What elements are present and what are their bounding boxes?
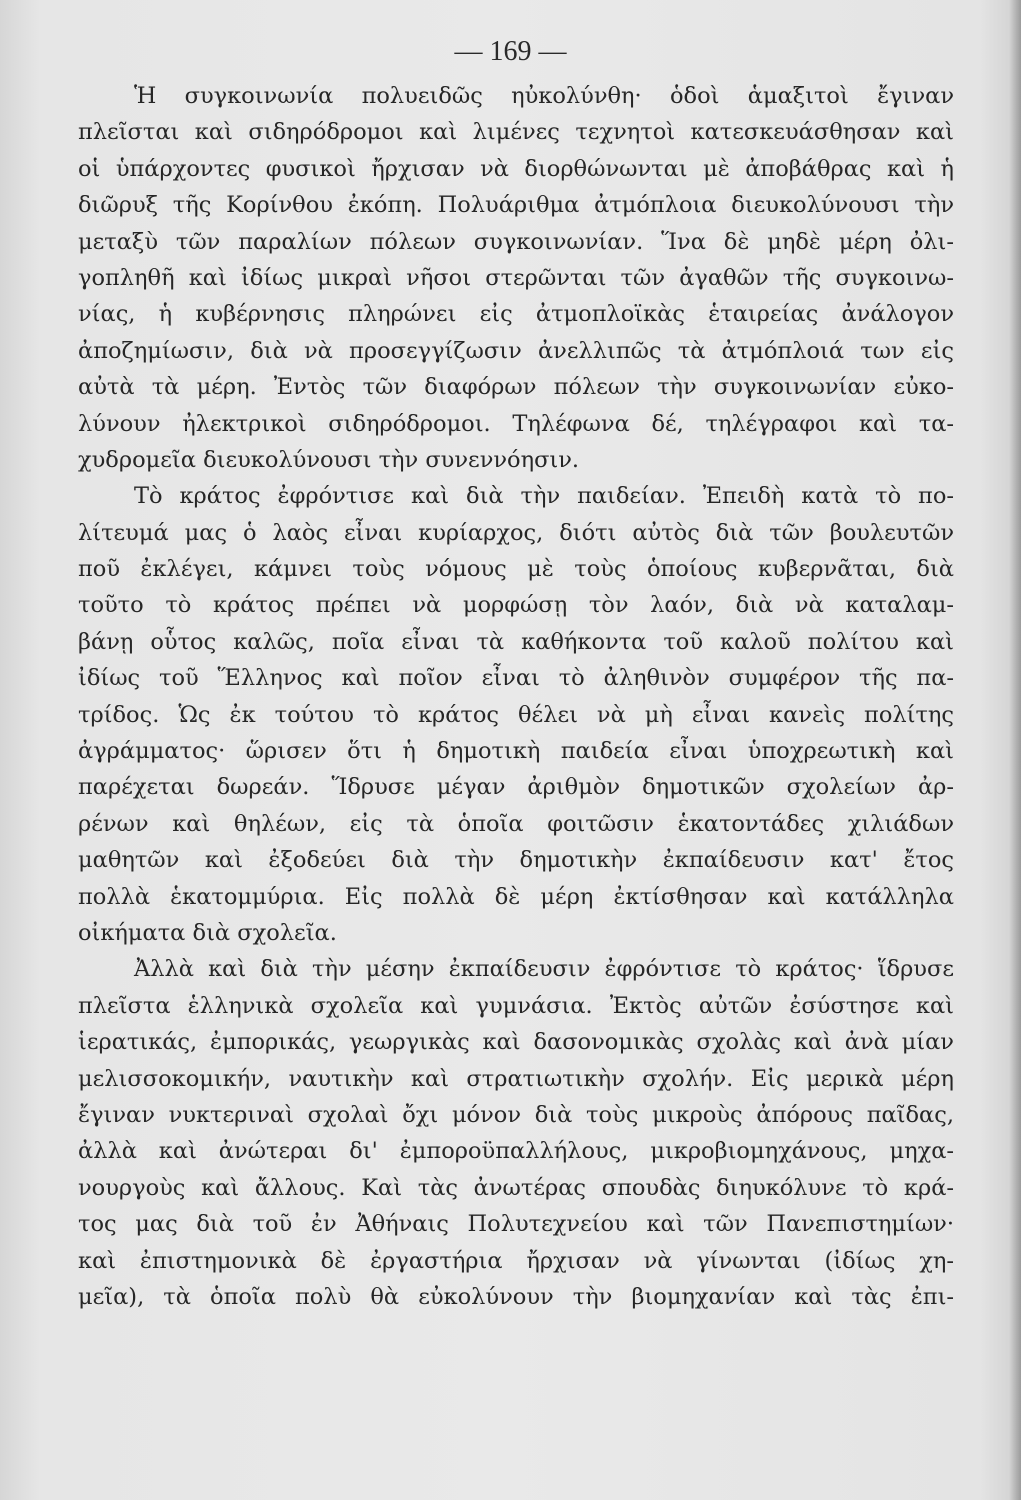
page-edge-shadow: [1009, 0, 1021, 1500]
text-line: παρέχεται δωρεάν. Ἵδρυσε μέγαν ἀριθμὸν δημοτικῶν σχολείων ἀρ-: [78, 774, 954, 801]
text-line: ποῦ ἐκλέγει, κάμνει τοὺς νόμους μὲ τοὺς ὁποίους κυβερνᾶται, διὰ: [78, 556, 954, 583]
text-line: οἱ ὑπάρχοντες φυσικοὶ ἤρχισαν νὰ διορθώνωνται μὲ ἀποβάθρας καὶ ἡ: [78, 155, 954, 182]
text-line: βάνῃ οὗτος καλῶς, ποῖα εἶναι τὰ καθήκοντα τοῦ καλοῦ πολίτου καὶ: [78, 628, 954, 655]
text-line: Τὸ κράτος ἐφρόντισε καὶ διὰ τὴν παιδείαν. Ἐπειδὴ κατὰ τὸ πο-: [134, 483, 954, 510]
text-line: ἔγιναν νυκτεριναὶ σχολαὶ ὄχι μόνον διὰ τοὺς μικροὺς ἀπόρους παῖδας,: [78, 1101, 954, 1128]
text-line: γοπληθῆ καὶ ἰδίως μικραὶ νῆσοι στερῶνται τῶν ἀγαθῶν τῆς συγκοινω-: [78, 264, 954, 291]
text-line: ἀποζημίωσιν, διὰ νὰ προσεγγίζωσιν ἀνελλιπῶς τὰ ἀτμόπλοιά των εἰς: [78, 337, 954, 364]
text-line: πολλὰ ἑκατομμύρια. Εἰς πολλὰ δὲ μέρη ἐκτίσθησαν καὶ κατάλληλα: [78, 883, 954, 910]
text-line: ρένων καὶ θηλέων, εἰς τὰ ὁποῖα φοιτῶσιν ἑκατοντάδες χιλιάδων: [78, 810, 954, 837]
text-line: λύνουν ἠλεκτρικοὶ σιδηρόδρομοι. Τηλέφωνα δέ, τηλέγραφοι καὶ τα-: [78, 410, 954, 437]
text-line: ἀγράμματος· ὥρισεν ὅτι ἡ δημοτικὴ παιδεία εἶναι ὑποχρεωτικὴ καὶ: [78, 738, 954, 765]
text-line: Ἀλλὰ καὶ διὰ τὴν μέσην ἐκπαίδευσιν ἐφρόντισε τὸ κράτος· ἵδρυσε: [134, 956, 954, 983]
text-line: τοῦτο τὸ κράτος πρέπει νὰ μορφώσῃ τὸν λαόν, διὰ νὰ καταλαμ-: [78, 592, 954, 619]
page-number: — 169 —: [454, 36, 567, 67]
text-line: χυδρομεῖα διευκολύνουσι τὴν συνεννόησιν.: [78, 446, 580, 473]
text-line: μεῖα), τὰ ὁποῖα πολὺ θὰ εὐκολύνουν τὴν βιομηχανίαν καὶ τὰς ἐπι-: [78, 1283, 954, 1310]
text-line: νίας, ἡ κυβέρνησις πληρώνει εἰς ἀτμοπλοϊκὰς ἑταιρείας ἀνάλογον: [78, 301, 954, 328]
text-line: ἰδίως τοῦ Ἕλληνος καὶ ποῖον εἶναι τὸ ἀληθινὸν συμφέρον τῆς πα-: [78, 665, 954, 692]
text-line: τρίδος. Ὡς ἐκ τούτου τὸ κράτος θέλει νὰ μὴ εἶναι κανεὶς πολίτης: [78, 701, 954, 728]
text-line: μεταξὺ τῶν παραλίων πόλεων συγκοινωνίαν. Ἵνα δὲ μηδὲ μέρη ὀλι-: [78, 228, 954, 255]
text-line: καὶ ἐπιστημονικὰ δὲ ἐργαστήρια ἤρχισαν νὰ γίνωνται (ἰδίως χη-: [78, 1247, 954, 1274]
text-line: αὐτὰ τὰ μέρη. Ἐντὸς τῶν διαφόρων πόλεων τὴν συγκοινωνίαν εὐκο-: [78, 374, 954, 401]
body-text: [78, 78, 954, 1315]
text-line: λίτευμά μας ὁ λαὸς εἶναι κυρίαρχος, διότι αὐτὸς διὰ τῶν βουλευτῶν: [78, 519, 954, 546]
text-line: πλεῖσται καὶ σιδηρόδρομοι καὶ λιμένες τεχνητοὶ κατεσκευάσθησαν καὶ: [78, 119, 954, 146]
text-line: διῶρυξ τῆς Κορίνθου ἐκόπη. Πολυάριθμα ἀτμόπλοια διευκολύνουσι τὴν: [78, 192, 954, 219]
text-line: νουργοὺς καὶ ἄλλους. Καὶ τὰς ἀνωτέρας σπουδὰς διηυκόλυνε τὸ κρά-: [78, 1174, 954, 1201]
text-line: μαθητῶν καὶ ἐξοδεύει διὰ τὴν δημοτικὴν ἐκπαίδευσιν κατ' ἔτος: [78, 847, 954, 874]
text-line: οἰκήματα διὰ σχολεῖα.: [78, 919, 337, 946]
text-line: Ἡ συγκοινωνία πολυειδῶς ηὐκολύνθη· ὁδοὶ ἁμαξιτοὶ ἔγιναν: [134, 83, 954, 109]
text-line: τος μας διὰ τοῦ ἐν Ἀθήναις Πολυτεχνείου καὶ τῶν Πανεπιστημίων·: [78, 1211, 954, 1238]
text-line: μελισσοκομικήν, ναυτικὴν καὶ στρατιωτικὴν σχολήν. Εἰς μερικὰ μέρη: [78, 1065, 954, 1092]
text-line: ἱερατικάς, ἐμπορικάς, γεωργικὰς καὶ δασονομικὰς σχολὰς καὶ ἀνὰ μίαν: [78, 1029, 954, 1056]
text-line: πλεῖστα ἑλληνικὰ σχολεῖα καὶ γυμνάσια. Ἐκτὸς αὐτῶν ἐσύστησε καὶ: [78, 992, 954, 1019]
text-line: ἀλλὰ καὶ ἀνώτεραι δι' ἐμποροϋπαλλήλους, μικροβιομηχάνους, μηχα-: [78, 1138, 954, 1165]
